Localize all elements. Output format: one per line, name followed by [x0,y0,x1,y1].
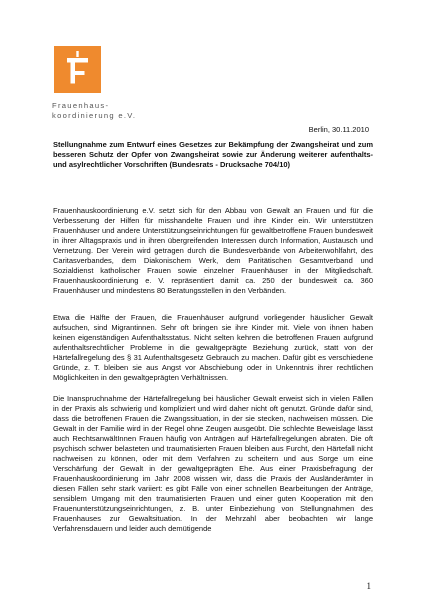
logo-wordmark [52,101,136,121]
logo-mark-icon [54,46,101,93]
document-title: Stellungnahme zum Entwurf eines Gesetzes zur Bekämpfung der Zwangsheirat und zum besseren Schutz der Opfer von Zwangsheirat sowie zur Änderung weiterer aufenthalts- und asylrechtlicher Vorschriften (Bundesrats - Drucksache 704/10) [53,140,373,169]
organization-logo [54,46,101,93]
logo-line-2: koordinierung e.V. [52,111,137,120]
document-date: Berlin, 30.11.2010 [308,125,369,134]
logo-line-1: Frauenhaus- [52,101,110,110]
body-paragraph: Die Inanspruchnahme der Härtefallregelung bei häuslicher Gewalt erweist sich in vielen Fällen in der Praxis als schwierig und kompliziert und wird daher nicht oft genutzt. Gründe dafür sind, dass die betroffenen Frauen die Zwangssituation, in der sie stecken, nachweisen müssen. Die Gewalt in der Familie wird in der Regel ohne Zeugen ausgeübt. Die schlechte Beweislage lässt auch RechtsanwältInnen Frauen häufig von Anträgen auf Härtefallregelungen abraten. Die oft psychisch schwer belasteten und traumatisierten Frauen bleiben aus Furcht, den Härtefall nicht nachweisen zu können, oder mit dem Verfahren zu scheitern und aus Sorge um eine Verschärfung der Gewalt in der gewaltgeprägten Ehe. Aus einer Praxisbefragung der Frauenhauskoordinierung im Jahr 2008 wissen wir, dass die Praxis der Ausländerämter in diesen Fällen sehr stark variiert: es gibt Fälle von einer schnellen Bearbeitungen der Anträge, sensiblem Umgang mit den traumatisierten Frauen und einer guten Kooperation mit den Frauenunterstützungseinrichtungen, z. B. unter Einbeziehung von Stellungnahmen des Frauenhauses zur Gewaltsituation. In der Mehrzahl aber beobachten wir lange Verfahrensdauern und leider auch demütigende [53,394,373,533]
body-paragraph: Frauenhauskoordinierung e.V. setzt sich für den Abbau von Gewalt an Frauen und für die Verbesserung der Hilfen für misshandelte Frauen und ihre Kinder ein. Wir unterstützen Frauenhäuser und andere Unterstützungseinrichtungen für gewaltbetroffene Frauen bundesweit in ihrer Alltagspraxis und in ihren übergreifenden Interessen durch Information, Austausch und Vernetzung. Der Verein wird getragen durch die Bundesverbände von Arbeiterwohlfahrt, des Caritasverbandes, dem Diakonischem Werk, dem Paritätischen Gesamtverband und Sozialdienst katholischer Frauen sowie einzelner Frauenhäuser in der Mitgliedschaft. Frauenhauskoordinierung e. V. repräsentiert damit ca. 250 der bundesweit ca. 360 Frauenhäuser und mindestens 80 Beratungsstellen in den Verbänden. [53,206,373,295]
body-paragraph: Etwa die Hälfte der Frauen, die Frauenhäuser aufgrund vorliegender häuslicher Gewalt aufsuchen, sind Migrantinnen. Sehr oft bringen sie ihre Kinder mit. Viele von ihnen haben keinen eigenständigen Aufenthaltsstatus. Nicht selten kehren die betroffenen Frauen aufgrund aufenthaltsrechtlicher Probleme in die gewaltgeprägte Beziehung zurück, statt von der Härtefallregelung des § 31 Aufenthaltsgesetz Gebrauch zu machen. Dafür gibt es verschiedene Gründe, z. T. bleiben sie aus Angst vor Abschiebung oder in Unkenntnis ihrer rechtlichen Möglichkeiten in den gewaltgeprägten Verhältnissen. [53,313,373,382]
page-number: 1 [366,581,371,591]
